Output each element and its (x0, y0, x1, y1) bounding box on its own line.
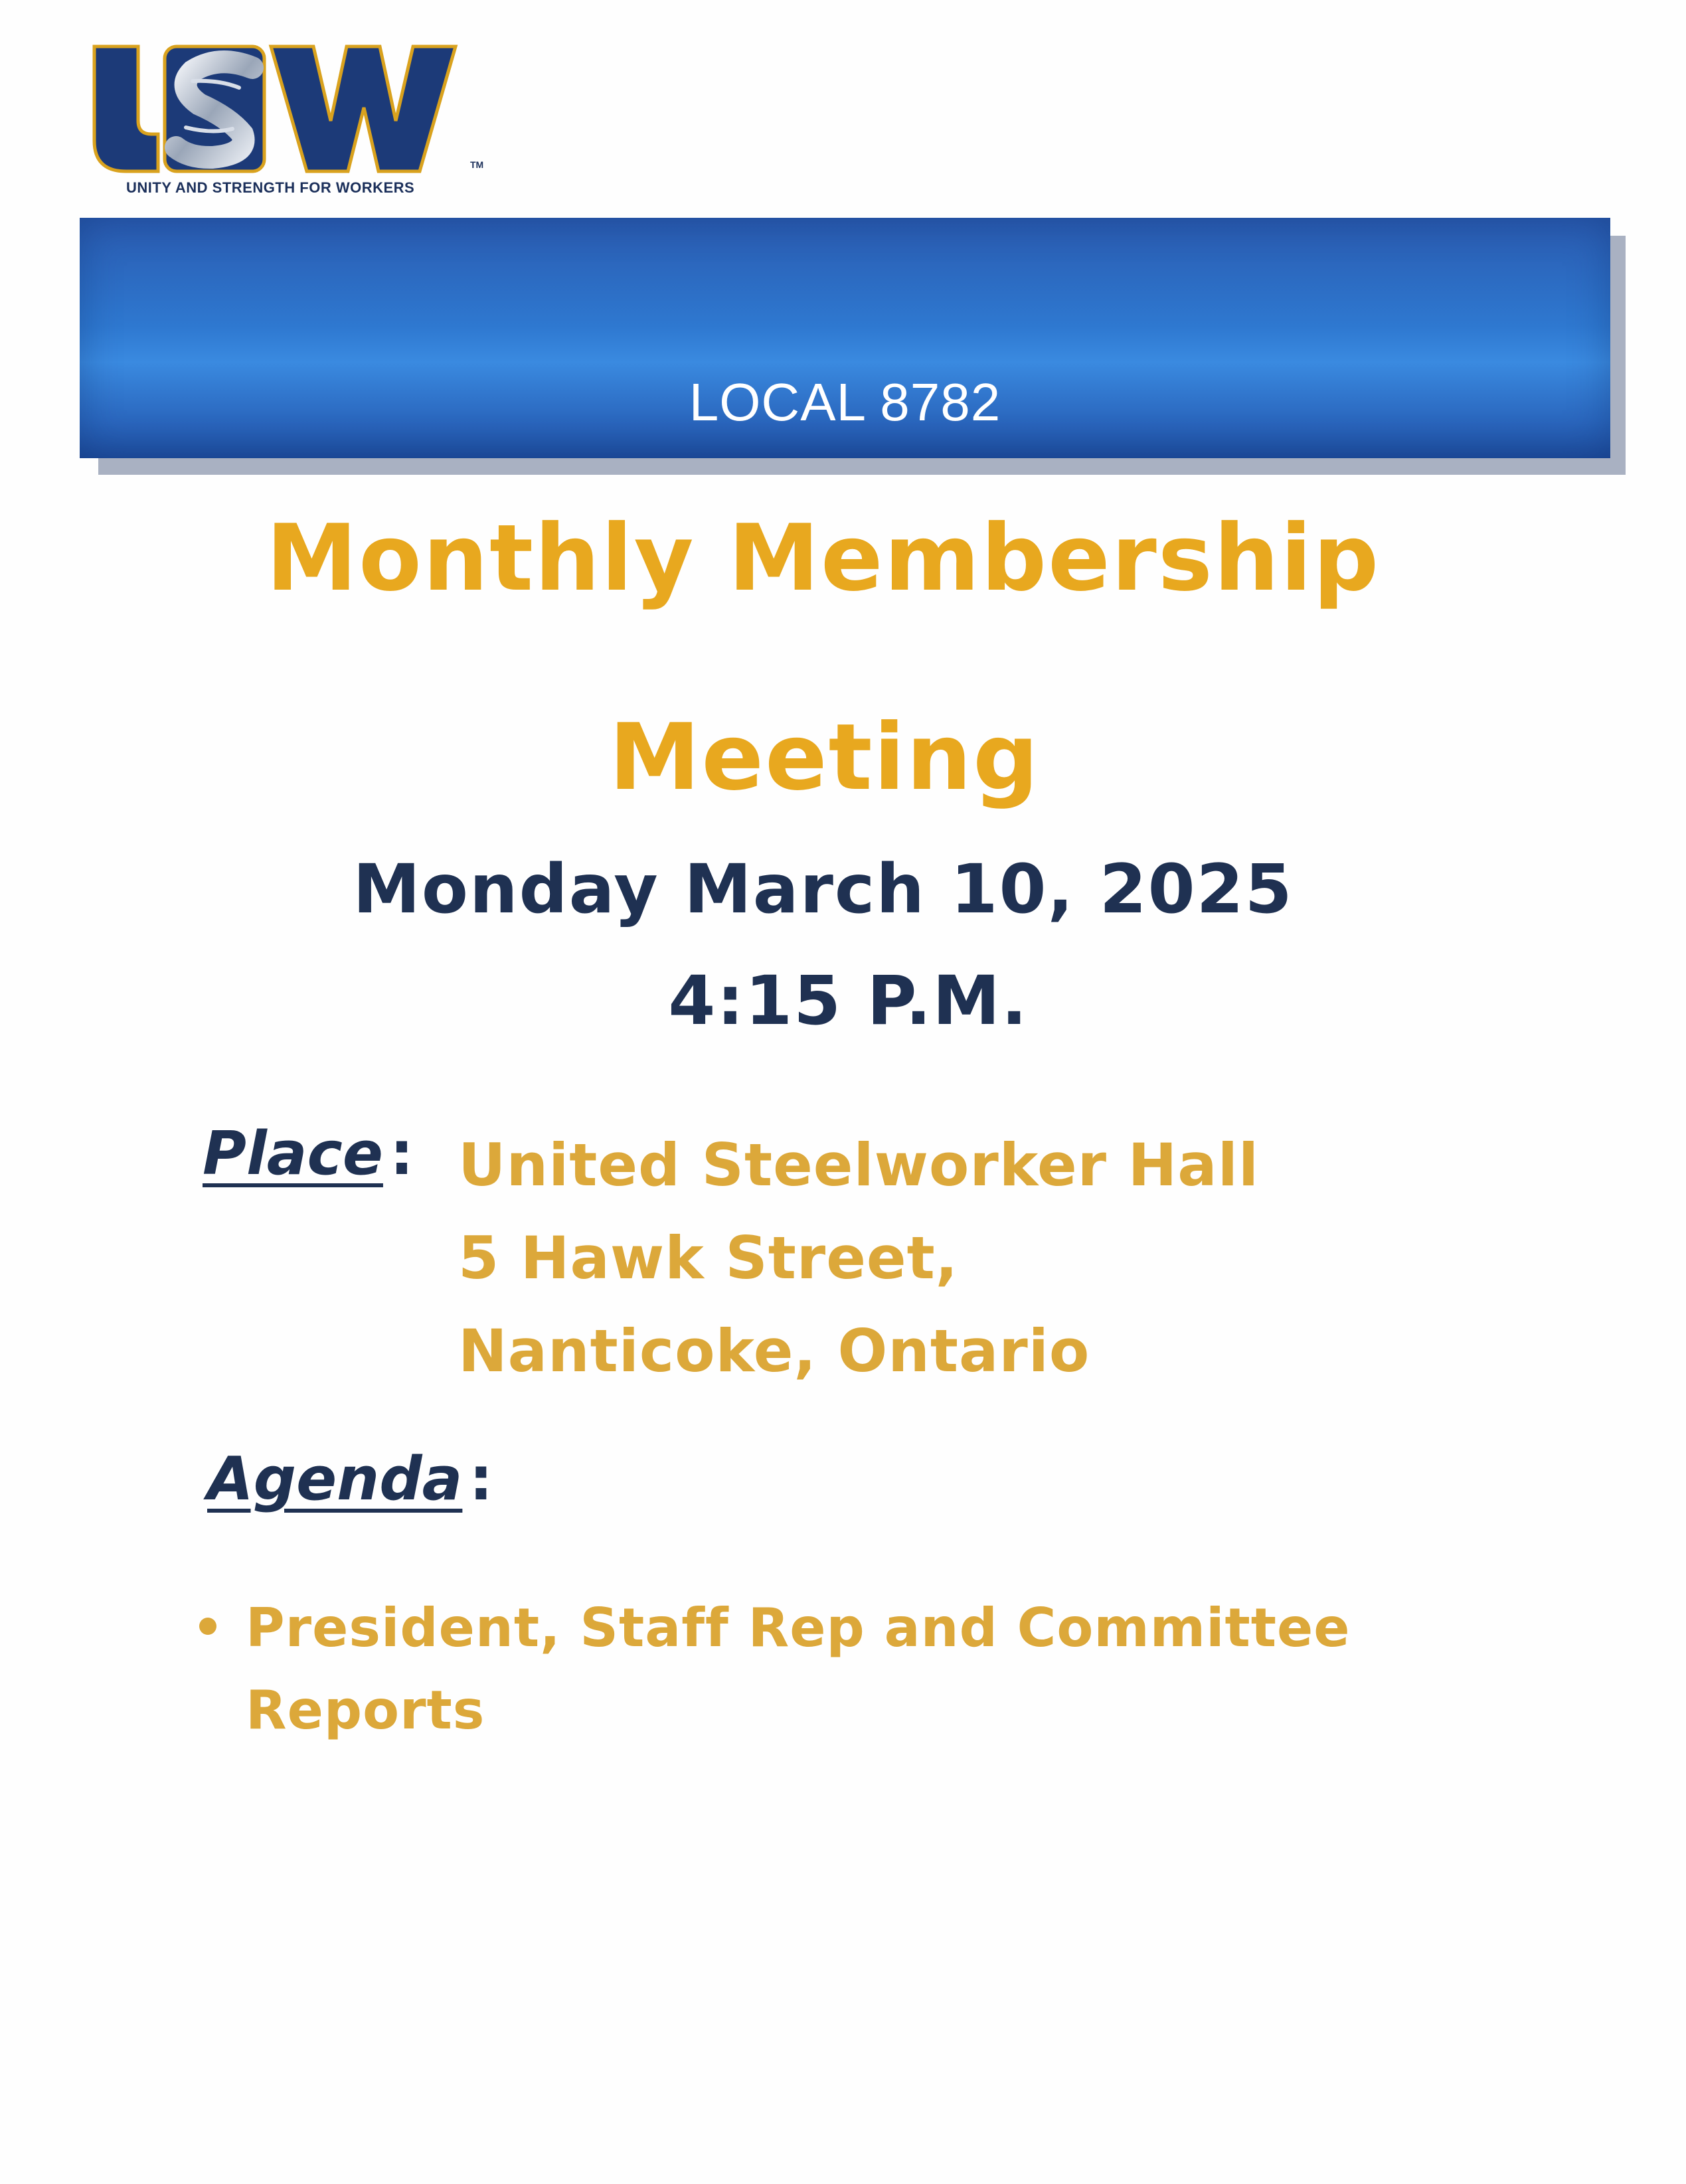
usw-logo-mark (86, 41, 511, 174)
local-banner (80, 218, 1610, 458)
place-heading (203, 1119, 414, 1189)
agenda-colon: : (469, 1444, 493, 1514)
agenda-heading (207, 1444, 493, 1514)
meeting-time: 4:15 P.M. (668, 962, 1029, 1041)
place-line: Nanticoke, Ontario (458, 1317, 1090, 1385)
agenda-list (199, 1587, 1461, 1752)
agenda-item-text: President, Staff Rep and Committee Reports (246, 1597, 1351, 1741)
place-colon: : (389, 1119, 414, 1189)
bullet-icon (199, 1618, 216, 1635)
logo-tagline: UNITY AND STRENGTH FOR WORKERS (126, 179, 415, 196)
banner-local-number: LOCAL 8782 (689, 373, 1001, 432)
place-line: 5 Hawk Street, (458, 1224, 959, 1292)
title-line-2: Meeting (609, 704, 1040, 811)
trademark-mark: TM (470, 159, 484, 170)
agenda-label: Agenda (207, 1444, 463, 1514)
usw-logo (86, 41, 511, 201)
agenda-item (199, 1587, 1461, 1752)
place-address (458, 1119, 1259, 1398)
place-line: United Steelworker Hall (458, 1131, 1260, 1199)
place-label: Place (203, 1119, 383, 1189)
title-line-1: Monthly Membership (266, 505, 1381, 612)
meeting-date: Monday March 10, 2025 (353, 850, 1294, 929)
